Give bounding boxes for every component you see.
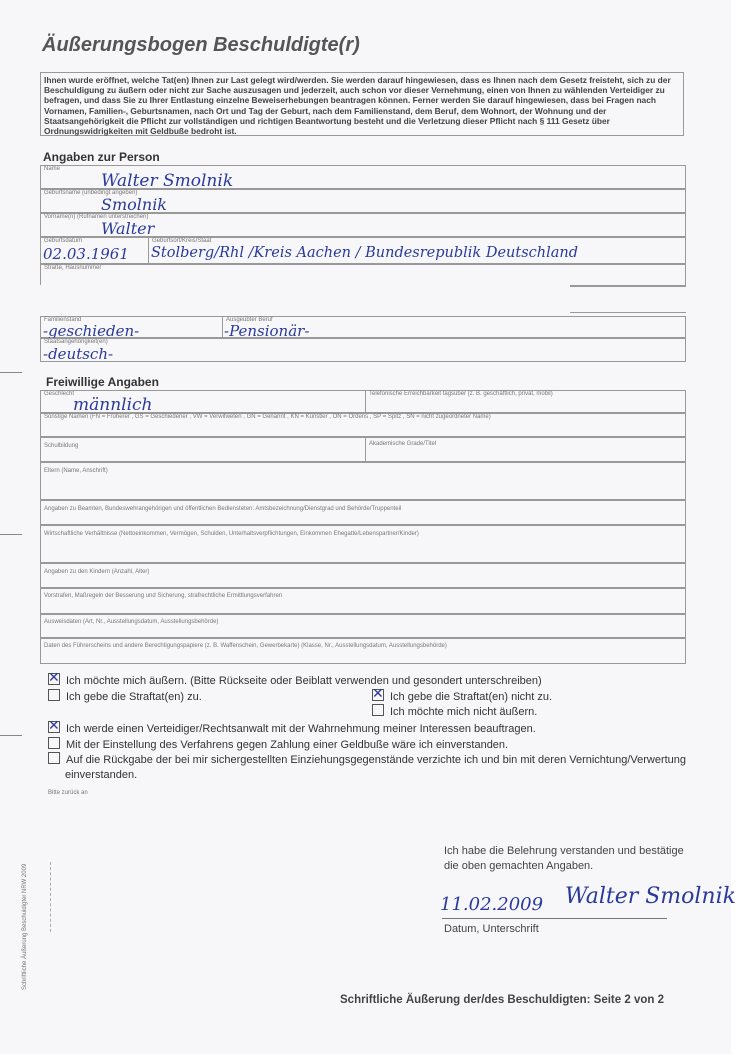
checkbox-unchecked[interactable] [48,737,60,749]
section-voluntary-heading: Freiwillige Angaben [46,375,159,389]
field-label: Staatsangehörigkeit(en) [44,339,108,345]
confirmation-text: Ich habe die Belehrung verstanden und bestätige die oben gemachten Angaben. [444,845,684,872]
margin-mark [0,534,22,535]
checkbox-unchecked[interactable] [372,704,384,716]
field-label: Vorname(n) (Rufnamen unterstreichen) [44,214,149,220]
margin-mark [0,372,22,373]
field-economic[interactable] [40,525,686,563]
return-to-label: Bitte zurück an [48,790,88,796]
field-label: Wirtschaftliche Verhältnisse (Nettoeinkommen, Vermögen, Schulden, Unterhaltsverpflichtungen, Einkommen Ehegatte/Lebenspartner/Kinder) [44,531,419,537]
field-label: Ausweisdaten (Art, Nr., Ausstellungsdatum, Ausstellungsbehörde) [44,619,219,625]
checkbox-label: Ich gebe die Straftat(en) zu. [66,691,202,703]
margin-mark [50,862,51,932]
name-value: Walter Smolnik [101,171,234,191]
field-label: Angaben zu den Kindern (Anzahl, Alter) [44,569,150,575]
divider [570,286,686,287]
field-name[interactable] [40,165,686,189]
field-gender-phone[interactable] [40,390,686,413]
signature-line [442,918,667,919]
checkbox-waive-return[interactable] [48,752,705,783]
birthname-value: Smolnik [101,195,167,214]
field-label: Geburtsdatum [44,238,83,244]
checkbox-unchecked[interactable] [48,752,60,764]
checkbox-admit[interactable] [48,689,202,703]
checkbox-no-comment[interactable] [372,704,537,718]
redacted-area [40,285,570,315]
marital-value: -geschieden- [43,322,140,340]
field-birthname[interactable] [40,189,686,213]
field-label: Name [44,166,61,172]
field-other-names[interactable] [40,413,686,437]
field-label: Ausgeübter Beruf [226,317,273,323]
field-marital-job[interactable] [40,316,686,338]
signature-label: Datum, Unterschrift [444,923,539,935]
field-id[interactable] [40,614,686,638]
checkbox-label: Ich gebe die Straftat(en) nicht zu. [390,691,553,703]
field-official[interactable] [40,500,686,525]
nationality-value: -deutsch- [43,345,114,363]
field-label: Eltern (Name, Anschrift) [44,468,108,474]
field-label: Familienstand [44,317,82,323]
checkbox-lawyer[interactable] [48,721,536,735]
field-label: Akademische Grade/Titel [369,441,437,447]
birthplace-value: Stolberg/Rhl /Kreis Aachen / Bundesrepublik Deutschland [151,245,579,261]
field-label: Angaben zu Beamten, Bundeswehrangehörigen und öffentlichen Bediensteten: Amtsbezeichnung/Dienstgrad und Behörde/Truppenteil [44,506,402,512]
checkbox-checked[interactable] [372,689,384,701]
field-school-academic[interactable] [40,437,686,462]
field-label: Geburtsname (unbedingt angeben) [44,190,138,196]
checkbox-label: Mit der Einstellung des Verfahrens gegen Zahlung einer Geldbuße wäre ich einverstanden. [66,739,509,751]
field-parents[interactable] [40,462,686,500]
field-label: Sonstige Namen (FN = Früherer , GS = Geschiedener , VW = Verwitweten , GN = Genannt , KN = Künstler , ON = Ordens , SP = Spitz , SN = nicht zugeordneter Name) [44,414,491,420]
dob-value: 02.03.1961 [43,245,129,263]
job-value: -Pensionär- [224,322,310,340]
checkbox-not-admit[interactable] [372,689,552,703]
page-footer: Schriftliche Äußerung der/des Beschuldigten: Seite 2 von 2 [340,994,664,1006]
field-label: Vorstrafen, Maßregeln der Besserung und Sicherung, strafrechtliche Ermittlungsverfahren [44,593,283,599]
firstname-value: Walter [101,219,155,238]
field-label: Telefonische Erreichbarkeit tagsüber (z. B. geschäftlich, privat, mobil) [369,391,553,397]
checkbox-label: Auf die Rückgabe der bei mir sichergestellten Einziehungsgegenstände verzichte ich und bin mit deren Vernichtung/Verwertung einverstanden. [65,754,687,781]
field-label: Straße, Hausnummer [44,265,102,271]
checkbox-unchecked[interactable] [48,689,60,701]
field-children[interactable] [40,563,686,588]
signature-date: 11.02.2009 [440,894,544,915]
field-label: Schulbildung [44,443,79,449]
gender-value: männlich [73,395,153,415]
checkbox-label: Ich möchte mich nicht äußern. [390,706,538,718]
field-birth[interactable] [40,237,686,264]
side-form-id: Schriftliche Äußerung Beschuldigter NRW 2009 [22,863,28,990]
signature: Walter Smolnik [565,884,736,909]
checkbox-label: Ich möchte mich äußern. (Bitte Rückseite oder Beiblatt verwenden und gesondert unterschreiben) [66,675,542,687]
field-license[interactable] [40,638,686,664]
margin-mark [0,735,22,736]
field-label: Geburtsort/Kreis/Staat [152,238,212,244]
checkbox-fine-settlement[interactable] [48,737,508,751]
checkbox-wish-to-comment[interactable] [48,673,542,687]
divider [570,312,686,313]
field-firstname[interactable] [40,213,686,237]
field-label: Geschlecht [44,391,75,397]
field-penalties[interactable] [40,588,686,614]
rights-notice: Ihnen wurde eröffnet, welche Tat(en) Ihnen zur Last gelegt wird/werden. Sie werden darauf hingewiesen, dass es Ihnen nach dem Gesetz freisteht, sich zu der Beschuldigung zu äußern oder nicht zur Sache auszusagen und jederzeit, auch schon vor dieser Vernehmung, einen von Ihnen zu wählenden Verteidiger zu befragen, und dass Sie zu Ihrer Entlastung einzelne Beweiserhebungen beantragen können. Ferner werden Sie darauf hingewiesen, dass bei Fragen nach Vornamen, Familien-, Geburtsnamen, nach Ort und Tag der Geburt, nach dem Familienstand, dem Beruf, dem Wohnort, der Wohnung und der Staatsangehörigkeit die Pflicht zur vollständigen und richtigen Beantwortung besteht und die Verletzung dieser Pflicht nach § 111 Gesetz über Ordnungswidrigkeiten mit Geldbuße bedroht ist. [40,72,684,136]
checkbox-checked[interactable] [48,721,60,733]
field-street[interactable] [40,264,686,286]
checkbox-checked[interactable] [48,673,60,685]
checkbox-label: Ich werde einen Verteidiger/Rechtsanwalt mit der Wahrnehmung meiner Interessen beauftragen. [66,723,536,735]
field-label: Daten des Führerscheins und andere Berechtigungspapiere (z. B. Waffenschein, Gewerbekarte) (Klasse, Nr., Ausstellungsdatum, Ausstellungsbehörde) [44,643,447,649]
field-nationality[interactable] [40,338,686,362]
form-title: Äußerungsbogen Beschuldigte(r) [42,34,360,56]
section-person-heading: Angaben zur Person [43,150,160,164]
